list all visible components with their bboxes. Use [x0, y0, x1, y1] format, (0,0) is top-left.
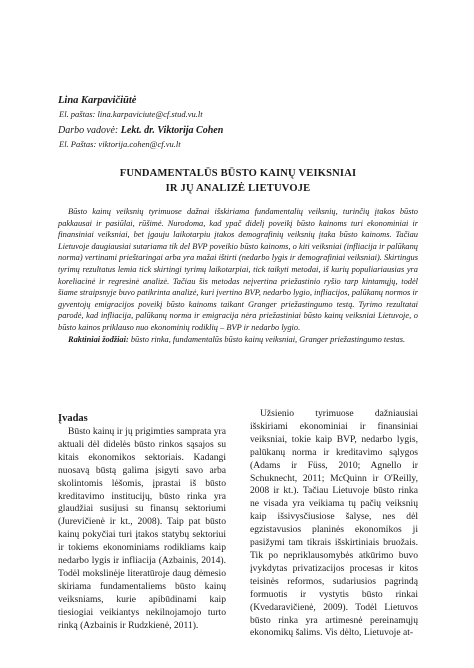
abstract [58, 206, 418, 345]
title-line-1: FUNDAMENTALŪS BŪSTO KAINŲ VEIKSNIAI [119, 168, 357, 179]
right-column-text: Užsienio tyrimuose dažniausiai išskiriami ekonominiai ir finansiniai veiksniai, tokie kaip BVP, nedarbo lygis, palūkanų norma ir kreditavimo sąlygos (Adams ir Füss, 2010; Agnello ir Schuknecht, 2011; McQuinn ir O'Reilly, 2008 ir kt.). Tačiau Lietuvoje būsto rinka ne visada yra veikiama tų pačių veiksnių kaip išsivysčiusiose šalyse, nes dėl egzistavusios planinės ekonomikos ji pasižymi tam tikrais išskirtiniais bruožais. Tik po nepriklausomybės atkūrimo buvo įvykdytas privatizacijos procesas ir kitos teisinės reformos, sudariusios pagrindą formuotis ir vystytis būsto rinkai (Kvedaravičienė, 2009). Todėl Lietuvos būsto rinka yra artimesnė pereinamųjų ekonomikų šalims. Vis dėlto, Lietuvoje at- [250, 408, 418, 639]
keywords-label: Raktiniai žodžiai: [68, 334, 129, 344]
keywords [58, 334, 418, 346]
supervisor-line [58, 124, 438, 138]
left-column-text: Būsto kainų ir jų prigimties samprata yra aktuali dėl didelės būsto rinkos sąsajos su kitais ekonomikos sektoriais. Kadangi nuosavą būstą galima įsigyti savo arba skolintomis lėšomis, įprastai iš būsto kreditavimo institucijų, būsto rinka yra glaudžiai susijusi su finansų sektoriumi (Jurevičienė ir kt., 2008). Taip pat būsto kainų pokyčiai turi įtakos statybų sektoriui ir tokiems ekonominiams rodikliams kaip nedarbo lygis ir infliacija (Azbainis, 2014). Todėl mokslinėje literatūroje daug dėmesio skiriama fundamentaliems būsto kainų veiksniams, kurie apibūdinami kaip tiesiogiai veikiantys nekilnojamojo turto rinką (Azbainis ir Rudzkienė, 2011). [58, 426, 226, 631]
title-line-2: IR JŲ ANALIZĖ LIETUVOJE [165, 183, 311, 194]
paper-title [58, 166, 418, 196]
abstract-text: Būsto kainų veiksnių tyrimuose dažnai išskiriama fundamentalių veiksnių, turinčių įtakos būsto pakkausai ir pasiūlai, rūšimė. Nurodoma, kad ypač didelį poveikį būsto kainoms turi ekonominiai ir finansiniai veiksniai, bet įgauju laikotarpiu įtakos demografinių veiksnių įtaka būsto kainoms. Tačiau Lietuvoje daugiausiai sutariama tik del BVP poveikio būsto kainoms, o kiti veiksniai (infliacija ir palūkanų norma) vertinami prieštaringai arba yra mažai ištirti (nedarbo lygis ir demografiniai veiksniai). Skirtingus tyrimų rezultatus lemia tick skirtingi tyrimų laikotarpiai, tick taikyti metodai, iš kurių populiariausias yra koreliacinė ir regresinė analizė. Tačiau šis metodas neįvertina priežastinio ryšio tarp kintamųjų, todėl šiame straipsnyje buvo patikrinta analizė, kuri įvertino BVP, nedarbo lygio, infliacijos, palūkanų normos ir gyventojų emigracijos poveikį būsto kainoms taikant Granger priežastingumo testą. Tyrimo rezultatai parodė, kad infliacija, palūkanų norma ir emigracija nėra priežastiniai būsto kainų veiksniai Lietuvoje, o būsto kainos priklauso nuo ekonominių rodiklių – BVP ir nedarbo lygio. [58, 207, 418, 332]
left-column [58, 412, 226, 633]
supervisor-prefix: Darbo vadovė: [58, 125, 119, 136]
supervisor-name: Lekt. dr. Viktorija Cohen [120, 125, 224, 136]
section-heading-introduction: Įvadas [58, 413, 88, 424]
keywords-text: būsto rinka, fundamentalūs būsto kainų veiksniai, Granger priežastingumo testas. [130, 334, 406, 344]
author-block [58, 94, 438, 150]
supervisor-email: El. Paštas: viktorija.cohen@cf.vu.lt [59, 139, 181, 149]
right-column [250, 408, 418, 640]
author-email: El. paštas: lina.karpaviciute@cf.stud.vu.lt [59, 109, 203, 119]
author-name: Lina Karpavičiūtė [58, 95, 137, 106]
